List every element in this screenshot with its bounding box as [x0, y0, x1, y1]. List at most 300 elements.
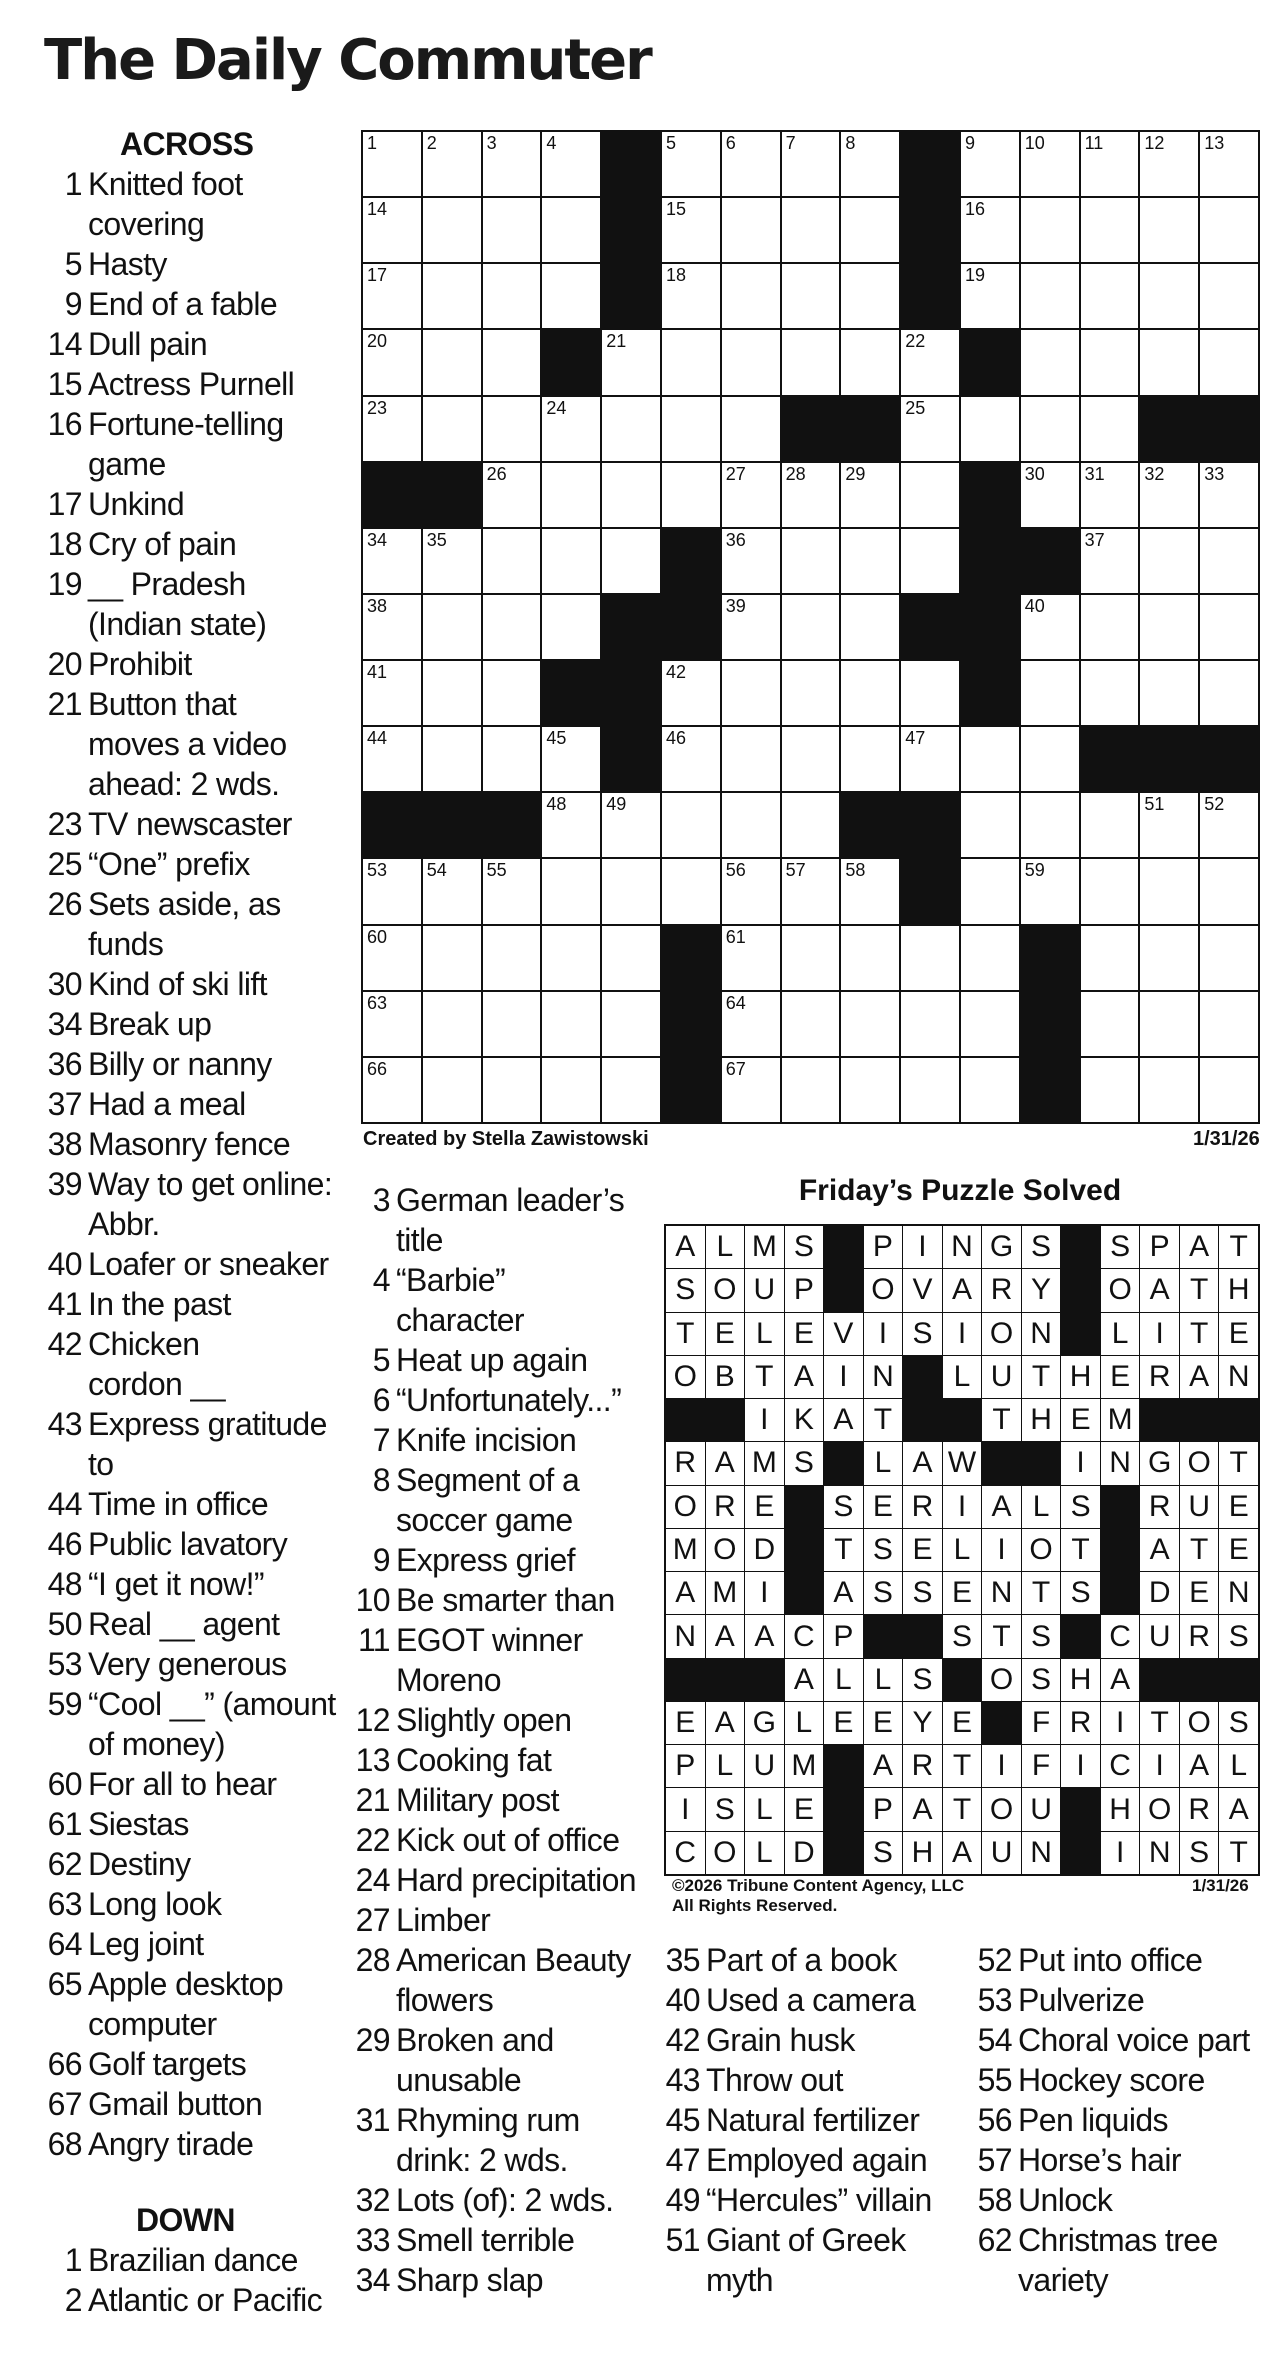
grid-cell[interactable]	[961, 1058, 1019, 1122]
grid-cell[interactable]	[901, 992, 959, 1056]
grid-cell[interactable]	[1021, 198, 1079, 262]
grid-cell[interactable]	[423, 529, 481, 593]
grid-cell[interactable]	[1140, 859, 1198, 923]
solved-letter: L	[755, 1792, 773, 1826]
grid-cell[interactable]	[483, 198, 541, 262]
clue-text: Angry tirade	[88, 2126, 254, 2162]
grid-cell[interactable]	[542, 926, 600, 990]
solved-black-square	[1061, 1615, 1100, 1657]
solved-letter: S	[912, 1316, 933, 1350]
clue-line	[44, 2044, 344, 2084]
solved-cell	[903, 1702, 942, 1744]
grid-cell[interactable]	[483, 859, 541, 923]
grid-cell[interactable]	[423, 264, 481, 328]
clue-line	[352, 1340, 652, 1380]
clue-number: 37	[47, 1086, 82, 1122]
grid-cell[interactable]	[602, 926, 660, 990]
grid-cell[interactable]	[1140, 661, 1198, 725]
grid-cell[interactable]	[901, 661, 959, 725]
clue-number: 24	[355, 1862, 390, 1898]
grid-cell[interactable]	[483, 595, 541, 659]
solved-letter: H	[911, 1835, 934, 1869]
solved-cell	[1101, 1702, 1140, 1744]
solved-cell	[1101, 1745, 1140, 1787]
cell-number: 46	[665, 728, 687, 749]
clue-text: character	[396, 1302, 524, 1338]
solved-letter: M	[672, 1532, 698, 1566]
grid-cell[interactable]	[722, 132, 780, 196]
grid-cell[interactable]	[1200, 330, 1258, 394]
grid-cell[interactable]	[542, 397, 600, 461]
grid-cell[interactable]	[1140, 264, 1198, 328]
cell-number: 41	[367, 662, 388, 683]
solved-cell	[1022, 1356, 1061, 1398]
grid-cell[interactable]	[782, 132, 840, 196]
grid-cell[interactable]	[1021, 397, 1079, 461]
grid-cell[interactable]	[542, 727, 600, 791]
solved-cell	[864, 1269, 903, 1311]
grid-cell[interactable]	[961, 926, 1019, 990]
grid-cell[interactable]	[423, 661, 481, 725]
black-square	[662, 992, 720, 1056]
grid-cell[interactable]	[841, 198, 899, 262]
solved-cell	[903, 1313, 942, 1355]
grid-cell[interactable]	[841, 529, 899, 593]
grid-cell[interactable]	[901, 463, 959, 527]
grid-cell[interactable]	[542, 529, 600, 593]
grid-cell[interactable]	[1140, 793, 1198, 857]
clue-number: 17	[47, 486, 82, 522]
clue-text: Pulverize	[1018, 1982, 1145, 2018]
grid-cell[interactable]	[1140, 992, 1198, 1056]
solved-cell	[1180, 1529, 1219, 1571]
black-square	[1021, 529, 1079, 593]
grid-cell[interactable]	[483, 727, 541, 791]
solved-letter: V	[912, 1273, 933, 1307]
grid-cell[interactable]	[1081, 397, 1139, 461]
grid-cell[interactable]	[363, 264, 421, 328]
solved-cell	[666, 1788, 705, 1830]
solved-letter: R	[911, 1749, 934, 1783]
clue-text: Express grief	[396, 1542, 575, 1578]
grid-cell[interactable]	[363, 595, 421, 659]
grid-cell[interactable]	[542, 992, 600, 1056]
solved-letter: P	[872, 1230, 893, 1264]
grid-cell[interactable]	[483, 264, 541, 328]
grid-cell[interactable]	[722, 992, 780, 1056]
grid-cell[interactable]	[782, 330, 840, 394]
grid-cell[interactable]	[1200, 463, 1258, 527]
grid-cell[interactable]	[1200, 198, 1258, 262]
solved-letter: H	[1069, 1359, 1092, 1393]
grid-cell[interactable]	[1200, 859, 1258, 923]
clue-number: 53	[47, 1646, 82, 1682]
solved-letter: I	[878, 1316, 888, 1350]
grid-cell[interactable]	[423, 926, 481, 990]
clue-text: flowers	[396, 1982, 494, 2018]
solved-letter: T	[1150, 1706, 1169, 1740]
solved-letter: A	[1149, 1273, 1170, 1307]
solved-letter: A	[793, 1662, 814, 1696]
grid-cell[interactable]	[602, 992, 660, 1056]
grid-cell[interactable]	[423, 198, 481, 262]
grid-cell[interactable]	[782, 264, 840, 328]
grid-cell[interactable]	[722, 661, 780, 725]
solved-black-square	[903, 1399, 942, 1441]
solved-cell	[1022, 1529, 1061, 1571]
grid-cell[interactable]	[901, 529, 959, 593]
grid-cell[interactable]	[722, 727, 780, 791]
grid-cell[interactable]	[483, 529, 541, 593]
grid-cell[interactable]	[961, 992, 1019, 1056]
grid-cell[interactable]	[602, 859, 660, 923]
grid-cell[interactable]	[423, 595, 481, 659]
grid-cell[interactable]	[542, 132, 600, 196]
grid-cell[interactable]	[782, 992, 840, 1056]
grid-cell[interactable]	[841, 661, 899, 725]
grid-cell[interactable]	[722, 463, 780, 527]
clue-line	[44, 1924, 344, 1964]
grid-cell[interactable]	[483, 132, 541, 196]
grid-cell[interactable]	[662, 463, 720, 527]
grid-cell[interactable]	[841, 992, 899, 1056]
grid-cell[interactable]	[542, 463, 600, 527]
black-square	[841, 793, 899, 857]
solved-cell	[1180, 1702, 1219, 1744]
clue-line	[44, 1204, 344, 1244]
grid-cell[interactable]	[1200, 595, 1258, 659]
black-square	[901, 198, 959, 262]
solved-letter: M	[751, 1446, 777, 1480]
grid-cell[interactable]	[961, 727, 1019, 791]
solved-cell	[666, 1356, 705, 1398]
grid-cell[interactable]	[1081, 595, 1139, 659]
grid-cell[interactable]	[841, 463, 899, 527]
grid-cell[interactable]	[782, 859, 840, 923]
clue-text: Brazilian dance	[88, 2242, 298, 2278]
solved-cell	[903, 1269, 942, 1311]
grid-cell[interactable]	[662, 132, 720, 196]
grid-cell[interactable]	[841, 859, 899, 923]
grid-cell[interactable]	[662, 661, 720, 725]
grid-cell[interactable]	[423, 132, 481, 196]
clue-text: American Beauty	[396, 1942, 631, 1978]
solved-letter: S	[1110, 1230, 1131, 1264]
grid-cell[interactable]	[483, 1058, 541, 1122]
grid-cell[interactable]	[423, 859, 481, 923]
solved-cell	[1180, 1745, 1219, 1787]
grid-cell[interactable]	[841, 595, 899, 659]
grid-cell[interactable]	[602, 793, 660, 857]
solved-cell	[1022, 1745, 1061, 1787]
solved-cell	[943, 1356, 982, 1398]
grid-cell[interactable]	[363, 330, 421, 394]
grid-cell[interactable]	[602, 463, 660, 527]
clue-number: 21	[355, 1782, 390, 1818]
grid-cell[interactable]	[1140, 595, 1198, 659]
solved-black-square	[824, 1832, 863, 1874]
clue-line	[44, 644, 344, 684]
grid-cell[interactable]	[542, 1058, 600, 1122]
grid-cell[interactable]	[423, 727, 481, 791]
grid-cell[interactable]	[841, 330, 899, 394]
clue-line	[44, 804, 344, 844]
grid-cell[interactable]	[1021, 727, 1079, 791]
solved-cell	[785, 1788, 824, 1830]
grid-cell[interactable]	[961, 859, 1019, 923]
solved-letter: T	[1229, 1230, 1248, 1264]
grid-cell[interactable]	[841, 727, 899, 791]
clue-text: covering	[88, 206, 205, 242]
grid-cell[interactable]	[961, 132, 1019, 196]
grid-cell[interactable]	[1081, 661, 1139, 725]
grid-cell[interactable]	[1081, 992, 1139, 1056]
grid-cell[interactable]	[542, 264, 600, 328]
grid-cell[interactable]	[1140, 198, 1198, 262]
grid-cell[interactable]	[1140, 132, 1198, 196]
grid-cell[interactable]	[363, 198, 421, 262]
grid-cell[interactable]	[722, 198, 780, 262]
grid-cell[interactable]	[782, 793, 840, 857]
grid-cell[interactable]	[1140, 1058, 1198, 1122]
grid-cell[interactable]	[363, 992, 421, 1056]
grid-cell[interactable]	[1021, 132, 1079, 196]
grid-cell[interactable]	[602, 330, 660, 394]
grid-cell[interactable]	[1200, 132, 1258, 196]
grid-cell[interactable]	[841, 132, 899, 196]
grid-cell[interactable]	[1081, 198, 1139, 262]
grid-cell[interactable]	[782, 1058, 840, 1122]
solved-letter: R	[674, 1446, 697, 1480]
clue-text: Abbr.	[88, 1206, 160, 1242]
grid-cell[interactable]	[1021, 859, 1079, 923]
grid-cell[interactable]	[1081, 1058, 1139, 1122]
solved-cell	[1219, 1226, 1258, 1268]
grid-cell[interactable]	[961, 264, 1019, 328]
grid-cell[interactable]	[423, 397, 481, 461]
grid-cell[interactable]	[722, 397, 780, 461]
grid-cell[interactable]	[542, 595, 600, 659]
solved-letter: G	[989, 1230, 1014, 1264]
grid-cell[interactable]	[722, 859, 780, 923]
grid-cell[interactable]	[841, 264, 899, 328]
grid-cell[interactable]	[722, 529, 780, 593]
grid-cell[interactable]	[722, 595, 780, 659]
grid-cell[interactable]	[1081, 793, 1139, 857]
clue-text: Button that	[88, 686, 237, 722]
clue-text: Cry of pain	[88, 526, 237, 562]
grid-cell[interactable]	[423, 1058, 481, 1122]
grid-cell[interactable]	[483, 926, 541, 990]
grid-cell[interactable]	[363, 661, 421, 725]
clue-line	[44, 1164, 344, 1204]
grid-cell[interactable]	[423, 330, 481, 394]
grid-cell[interactable]	[1081, 264, 1139, 328]
clue-number: 53	[977, 1982, 1012, 2018]
clue-number: 65	[47, 1966, 82, 2002]
solved-letter: G	[1147, 1446, 1172, 1480]
grid-cell[interactable]	[363, 1058, 421, 1122]
grid-cell[interactable]	[961, 397, 1019, 461]
grid-cell[interactable]	[722, 926, 780, 990]
solved-black-square	[745, 1659, 784, 1701]
grid-cell[interactable]	[1140, 463, 1198, 527]
grid-cell[interactable]	[542, 859, 600, 923]
black-square	[961, 595, 1019, 659]
grid-cell[interactable]	[901, 397, 959, 461]
grid-cell[interactable]	[542, 793, 600, 857]
solved-letter: U	[753, 1749, 776, 1783]
grid-cell[interactable]	[1140, 926, 1198, 990]
byline: Created by Stella Zawistowski	[363, 1128, 649, 1150]
grid-cell[interactable]	[662, 859, 720, 923]
grid-cell[interactable]	[363, 529, 421, 593]
grid-cell[interactable]	[602, 397, 660, 461]
clue-line	[44, 1364, 344, 1404]
grid-cell[interactable]	[483, 397, 541, 461]
clue-number: 39	[47, 1166, 82, 1202]
solved-letter: E	[1228, 1489, 1249, 1523]
solved-letter: I	[1115, 1835, 1125, 1869]
solved-letter: O	[989, 1662, 1014, 1696]
solved-letter: I	[1076, 1749, 1085, 1783]
grid-cell[interactable]	[542, 198, 600, 262]
grid-cell[interactable]	[782, 727, 840, 791]
grid-cell[interactable]	[1200, 926, 1258, 990]
solved-letter: E	[793, 1316, 814, 1350]
clue-line	[662, 2140, 962, 2180]
grid-cell[interactable]	[483, 330, 541, 394]
grid-cell[interactable]	[1081, 463, 1139, 527]
solved-cell	[903, 1442, 942, 1484]
cell-number: 49	[606, 794, 627, 815]
grid-cell[interactable]	[1021, 595, 1079, 659]
grid-cell[interactable]	[782, 198, 840, 262]
cell-number: 36	[725, 529, 746, 550]
grid-cell[interactable]	[1021, 330, 1079, 394]
solved-letter: M	[1107, 1403, 1133, 1437]
grid-cell[interactable]	[722, 330, 780, 394]
grid-cell[interactable]	[961, 198, 1019, 262]
grid-cell[interactable]	[1081, 926, 1139, 990]
solved-letter: O	[713, 1273, 737, 1307]
solved-letter: O	[713, 1532, 737, 1566]
clue-line	[44, 2084, 344, 2124]
grid-cell[interactable]	[662, 330, 720, 394]
black-square	[1021, 926, 1079, 990]
grid-cell[interactable]	[1200, 529, 1258, 593]
solved-letter: A	[793, 1359, 814, 1393]
solved-letter: K	[793, 1403, 814, 1437]
clue-text: computer	[88, 2006, 217, 2042]
solved-letter: O	[871, 1273, 895, 1307]
solved-black-square	[706, 1659, 745, 1701]
grid-cell[interactable]	[602, 529, 660, 593]
black-square	[363, 463, 421, 527]
grid-cell[interactable]	[1200, 1058, 1258, 1122]
grid-cell[interactable]	[841, 1058, 899, 1122]
grid-cell[interactable]	[782, 463, 840, 527]
grid-cell[interactable]	[1081, 330, 1139, 394]
cell-number: 33	[1204, 463, 1225, 484]
solved-letter: Y	[1031, 1273, 1052, 1307]
grid-cell[interactable]	[782, 926, 840, 990]
solved-letter: A	[1189, 1749, 1210, 1783]
solved-cell	[1061, 1356, 1100, 1398]
grid-cell[interactable]	[602, 1058, 660, 1122]
grid-cell[interactable]	[483, 463, 541, 527]
grid-cell[interactable]	[423, 992, 481, 1056]
solved-letter: I	[957, 1316, 967, 1350]
solved-cell	[1219, 1529, 1258, 1571]
clue-text: Chicken	[88, 1326, 200, 1362]
clue-line	[974, 1940, 1274, 1980]
grid-cell[interactable]	[662, 793, 720, 857]
grid-cell[interactable]	[363, 926, 421, 990]
grid-cell[interactable]	[363, 859, 421, 923]
grid-cell[interactable]	[1021, 264, 1079, 328]
grid-cell[interactable]	[1200, 992, 1258, 1056]
grid-cell[interactable]	[901, 330, 959, 394]
clue-line	[44, 1804, 344, 1844]
solved-cell	[745, 1702, 784, 1744]
grid-cell[interactable]	[363, 397, 421, 461]
grid-cell[interactable]	[1140, 529, 1198, 593]
grid-cell[interactable]	[722, 1058, 780, 1122]
grid-cell[interactable]	[363, 132, 421, 196]
grid-cell[interactable]	[782, 595, 840, 659]
grid-cell[interactable]	[782, 529, 840, 593]
grid-cell[interactable]	[782, 661, 840, 725]
grid-cell[interactable]	[1200, 793, 1258, 857]
solved-letter: A	[833, 1403, 854, 1437]
grid-cell[interactable]	[1140, 330, 1198, 394]
grid-cell[interactable]	[901, 926, 959, 990]
solved-letter: E	[951, 1576, 972, 1610]
clue-line	[352, 1940, 652, 1980]
grid-cell[interactable]	[1021, 793, 1079, 857]
solved-cell	[824, 1486, 863, 1528]
grid-cell[interactable]	[662, 264, 720, 328]
grid-cell[interactable]	[1021, 463, 1079, 527]
solved-cell	[706, 1529, 745, 1571]
solved-cell	[982, 1832, 1021, 1874]
grid-cell[interactable]	[901, 1058, 959, 1122]
grid-cell[interactable]	[722, 793, 780, 857]
grid-cell[interactable]	[1200, 264, 1258, 328]
grid-cell[interactable]	[483, 661, 541, 725]
grid-cell[interactable]	[662, 397, 720, 461]
grid-cell[interactable]	[1081, 859, 1139, 923]
grid-cell[interactable]	[1200, 661, 1258, 725]
grid-cell[interactable]	[722, 264, 780, 328]
grid-cell[interactable]	[901, 727, 959, 791]
grid-cell[interactable]	[1021, 661, 1079, 725]
grid-cell[interactable]	[363, 727, 421, 791]
solved-black-square	[943, 1399, 982, 1441]
grid-cell[interactable]	[483, 992, 541, 1056]
grid-cell[interactable]	[841, 926, 899, 990]
grid-cell[interactable]	[1081, 529, 1139, 593]
clue-number: 33	[355, 2222, 390, 2258]
clue-number: 62	[47, 1846, 82, 1882]
grid-cell[interactable]	[662, 198, 720, 262]
grid-cell[interactable]	[961, 793, 1019, 857]
grid-cell[interactable]	[662, 727, 720, 791]
solved-letter: E	[1228, 1532, 1249, 1566]
solved-title: Friday’s Puzzle Solved	[798, 1174, 1122, 1207]
grid-cell[interactable]	[1081, 132, 1139, 196]
